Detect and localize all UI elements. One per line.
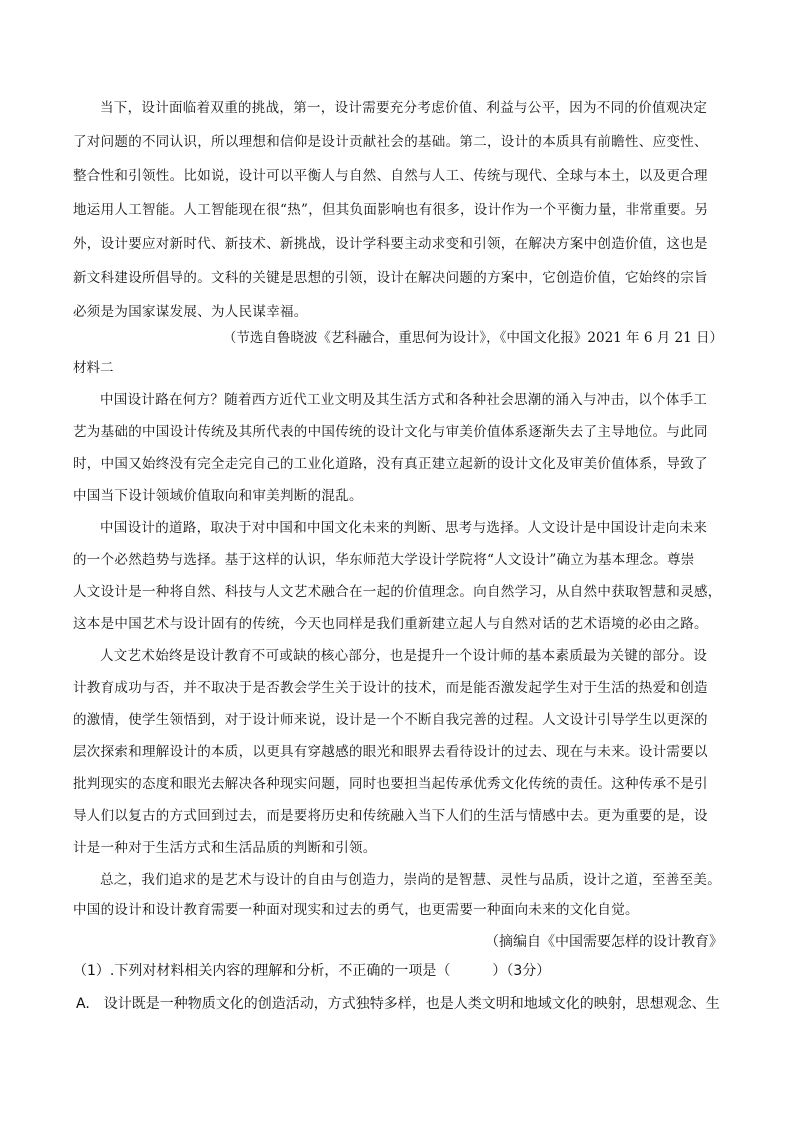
material2-p1-line-1: 中国设计路在何方？随着西方近代工业文明及其生活方式和各种社会思潮的涌入与冲击，以个体手工 [100, 392, 708, 408]
material2-p2-line-4: 这本是中国艺术与设计固有的传统，今天也同样是我们重新建立起人与自然对话的艺术语境的必由之路。 [73, 616, 708, 632]
material2-p4-line-1: 总之，我们追求的是艺术与设计的自由与创造力，崇尚的是智慧、灵性与品质，设计之道，至善至美。 [100, 872, 721, 888]
material2-p3-line-6: 导人们以复古的方式回到过去，而是要将历史和传统融入当下人们的生活与情感中去。更为重要的是，设 [73, 808, 708, 824]
material2-p3-line-3: 的激情，使学生领悟到，对于设计师来说，设计是一个不断自我完善的过程。人文设计引导学生以更深的 [73, 712, 708, 728]
material1-line-1: 当下，设计面临着双重的挑战，第一，设计需要充分考虑价值、利益与公平，因为不同的价值观决定 [100, 100, 708, 116]
material1-line-7: 必须是为国家谋发展、为人民谋幸福。 [73, 304, 308, 320]
material1-line-4: 地运用人工智能。人工智能现在很“热”，但其负面影响也有很多，设计作为一个平衡力量，非常重要。另 [73, 202, 709, 218]
material2-source: （摘编自《中国需要怎样的设计教育》 [485, 934, 723, 950]
question-stem: （1）.下列对材料相关内容的理解和分析，不正确的一项是（ ）（3分） [73, 963, 551, 979]
material2-p3-line-4: 层次探索和理解设计的本质，以更具有穿越感的眼光和眼界去看待设计的过去、现在与未来。设计需要以 [73, 744, 708, 760]
material2-p1-line-4: 中国当下设计领域价值取向和审美判断的混乱。 [73, 488, 363, 504]
material2-p2-line-3: 人文设计是一种将自然、科技与人文艺术融合在一起的价值理念。向自然学习，从自然中获取智慧和灵感， [73, 584, 722, 600]
material2-heading: 材料二 [73, 360, 114, 376]
material2-p3-line-1: 人文艺术始终是设计教育不可或缺的核心部分，也是提升一个设计师的基本素质最为关键的部分。设 [100, 648, 708, 664]
material1-line-5: 外，设计要应对新时代、新技术、新挑战，设计学科要主动求变和引领，在解决方案中创造价值，这也是 [73, 236, 708, 252]
material1-line-6: 新文科建设所倡导的。文科的关键是思想的引领，设计在解决问题的方案中，它创造价值，它始终的宗旨 [73, 270, 708, 286]
material1-source: （节选自鲁晓波《艺科融合，重思何为设计》，《中国文化报》2021 年 6 月 21 日） [222, 330, 723, 346]
material2-p1-line-2: 艺为基础的中国设计传统及其所代表的中国传统的设计文化与审美价值体系逐渐失去了主导地位。与此同 [73, 424, 708, 440]
material2-p1-line-3: 时，中国又始终没有完全走完自己的工业化道路，没有真正建立起新的设计文化及审美价值体系，导致了 [73, 456, 708, 472]
option-a: A. 设计既是一种物质文化的创造活动，方式独特多样，也是人类文明和地域文化的映射，思想观念、生 [76, 996, 720, 1012]
material2-p4-line-2: 中国的设计和设计教育需要一种面对现实和过去的勇气，也更需要一种面向未来的文化自觉。 [73, 902, 639, 918]
material2-p3-line-2: 计教育成功与否，并不取决于是否教会学生关于设计的技术，而是能否激发起学生对于生活的热爱和创造 [73, 680, 708, 696]
material2-p3-line-7: 计是一种对于生活方式和生活品质的判断和引领。 [73, 840, 377, 856]
material1-line-2: 了对问题的不同认识，所以理想和信仰是设计贡献社会的基础。第二，设计的本质具有前瞻性、应变性、 [73, 134, 708, 150]
material2-p3-line-5: 批判现实的态度和眼光去解决各种现实问题，同时也要担当起传承优秀文化传统的责任。这种传承不是引 [73, 776, 708, 792]
material1-line-3: 整合性和引领性。比如说，设计可以平衡人与自然、自然与人工、传统与现代、全球与本土，以及更合理 [73, 168, 708, 184]
material2-p2-line-2: 的一个必然趋势与选择。基于这样的认识，华东师范大学设计学院将“人文设计”确立为基本理念。尊崇 [73, 552, 695, 568]
material2-p2-line-1: 中国设计的道路，取决于对中国和中国文化未来的判断、思考与选择。人文设计是中国设计走向未来 [100, 520, 708, 536]
